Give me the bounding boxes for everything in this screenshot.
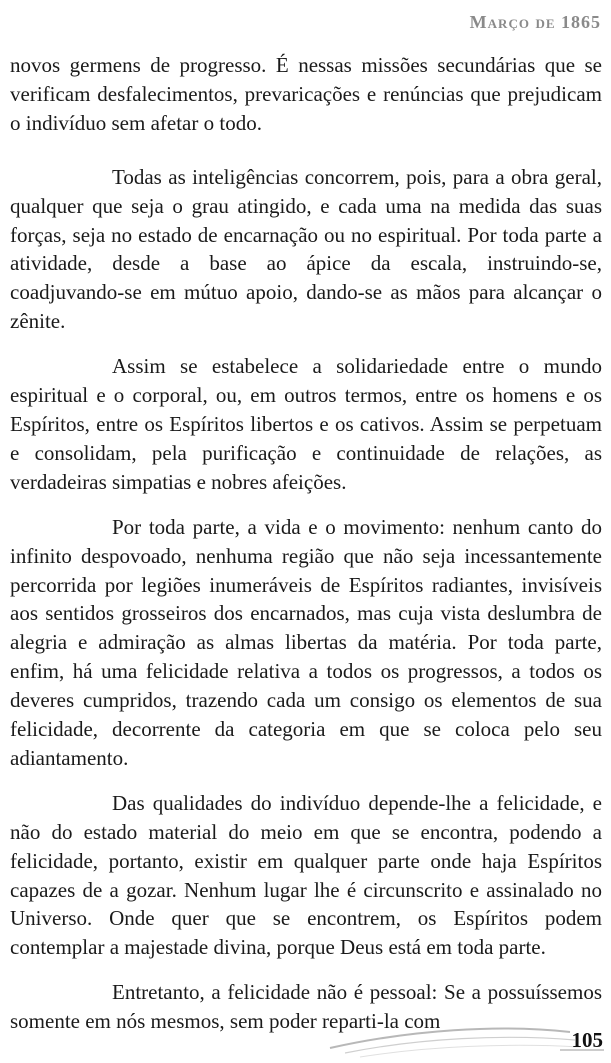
page-body <box>10 51 602 1052</box>
running-header: Março de 1865 <box>469 12 601 32</box>
paragraph: Todas as inteligências concorrem, pois, para a obra geral, qualquer que seja o grau atingido, e cada uma na medida das suas forças, seja no estado de encarnação ou no espiritual. Por toda parte a atividade, desde a base ao ápice da escala, instruindo-se, coadjuvando-se em mútuo apoio, dando-se as mãos para alcançar o zênite. <box>10 164 602 334</box>
paragraph: Assim se estabelece a solidariedade entre o mundo espiritual e o corporal, ou, em outros termos, entre os homens e os Espíritos, entre os Espíritos libertos e os cativos. Assim se perpetuam e consolidam, pela purificação e continuidade de relações, as verdadeiras simpatias e nobres afeições. <box>10 354 602 494</box>
footer-swoosh-ornament <box>0 1010 611 1063</box>
paragraph: Por toda parte, a vida e o movimento: nenhum canto do infinito despovoado, nenhuma região que não seja incessantemente percorrida por legiões inumeráveis de Espíritos radiantes, invisíveis aos sentidos grosseiros dos encarnados, mas cuja vista deslumbra de alegria e admiração as almas libertas da matéria. Por toda parte, enfim, há uma felicidade relativa a todos os progressos, a todos os deveres cumpridos, trazendo cada um consigo os elementos de sua felicidade, decorrente da categoria em que se coloca pelo seu adiantamento. <box>10 514 602 770</box>
page-number: 105 <box>571 1028 603 1052</box>
paragraph: Das qualidades do indivíduo depende-lhe a felicidade, e não do estado material do meio em que se encontra, podendo a felicidade, portanto, existir em qualquer parte onde haja Espíritos capazes de a gozar. Nenhum lugar lhe é circunscrito e assinalado no Universo. Onde quer que se encontrem, os Espíritos podem contemplar a majestade divina, porque Deus está em toda parte. <box>10 790 602 960</box>
paragraph-continuation: novos germens de progresso. É nessas missões secundárias que se verificam desfalecimentos, prevaricações e renúncias que prejudicam o indivíduo sem afetar o todo. <box>10 53 602 135</box>
page-footer <box>0 1010 611 1063</box>
paragraph: Entretanto, a felicidade não é pessoal: Se a possuíssemos somente em nós mesmos, sem poder reparti-la com <box>10 980 602 1034</box>
